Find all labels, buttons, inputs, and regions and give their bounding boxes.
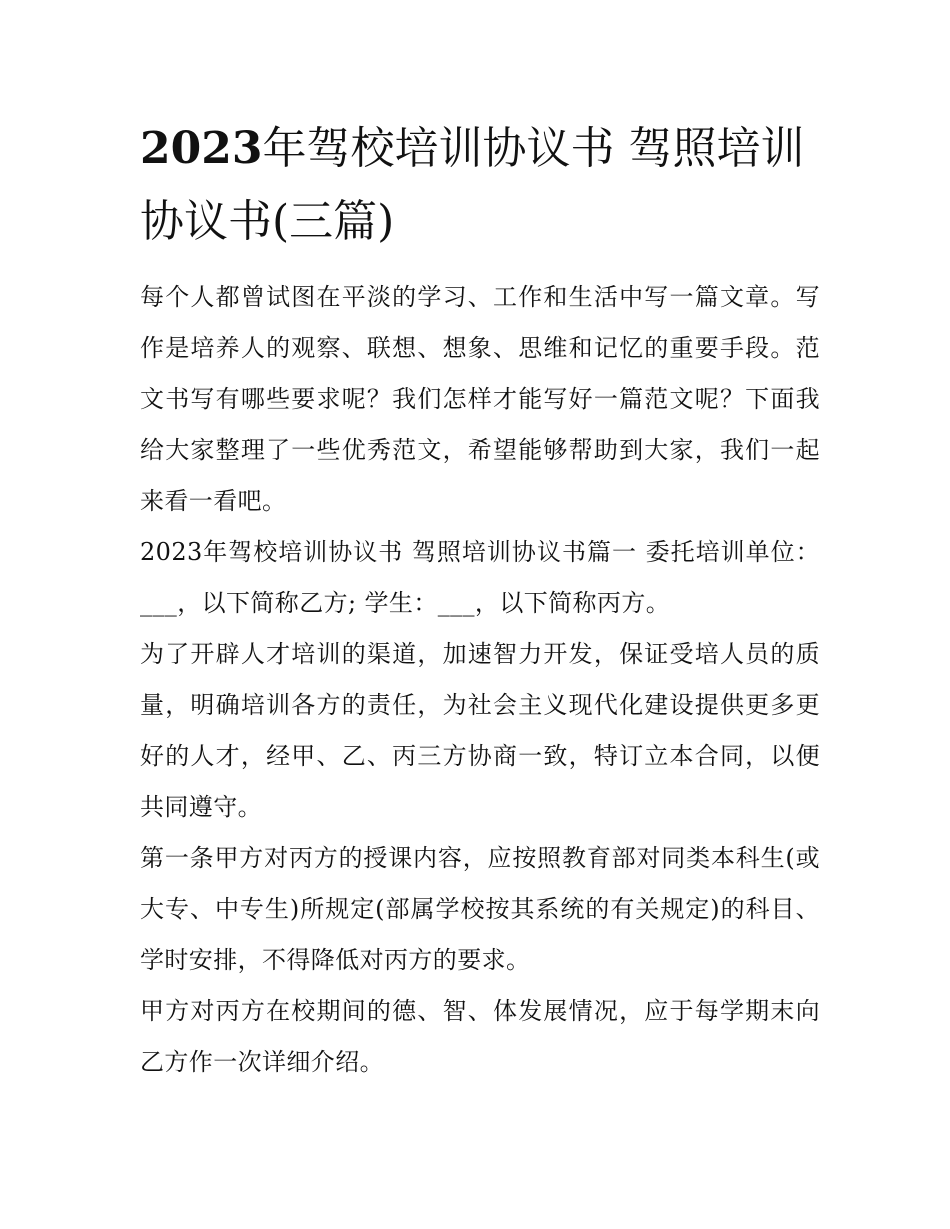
paragraph-intro: 每个人都曾试图在平淡的学习、工作和生活中写一篇文章。写作是培养人的观察、联想、想象、思维和记忆的重要手段。范文书写有哪些要求呢？我们怎样才能写好一篇范文呢？下面我给大家整理了一些优秀范文，希望能够帮助到大家，我们一起来看一看吧。 xyxy=(140,283,820,515)
paragraph-report: 甲方对丙方在校期间的德、智、体发展情况，应于每学期末向乙方作一次详细介绍。 xyxy=(140,997,820,1076)
paragraph-article-1: 第一条甲方对丙方的授课内容，应按照教育部对同类本科生(或大专、中专生)所规定(部属学校按其系统的有关规定)的科目、学时安排，不得降低对丙方的要求。 xyxy=(140,844,820,974)
paragraph-purpose: 为了开辟人才培训的渠道，加速智力开发，保证受培人员的质量，明确培训各方的责任，为社会主义现代化建设提供更多更好的人才，经甲、乙、丙三方协商一致，特订立本合同，以便共同遵守。 xyxy=(140,640,820,821)
title-text: 年驾校培训协议书 驾照培训协议书(三篇) xyxy=(140,123,805,247)
paragraph-parties: 2023年驾校培训协议书 驾照培训协议书篇一 委托培训单位：___，以下简称乙方; 学生：___，以下简称丙方。 xyxy=(140,538,820,617)
document-title xyxy=(140,112,820,258)
title-year: 2023 xyxy=(140,123,263,174)
document-content xyxy=(140,112,820,1088)
